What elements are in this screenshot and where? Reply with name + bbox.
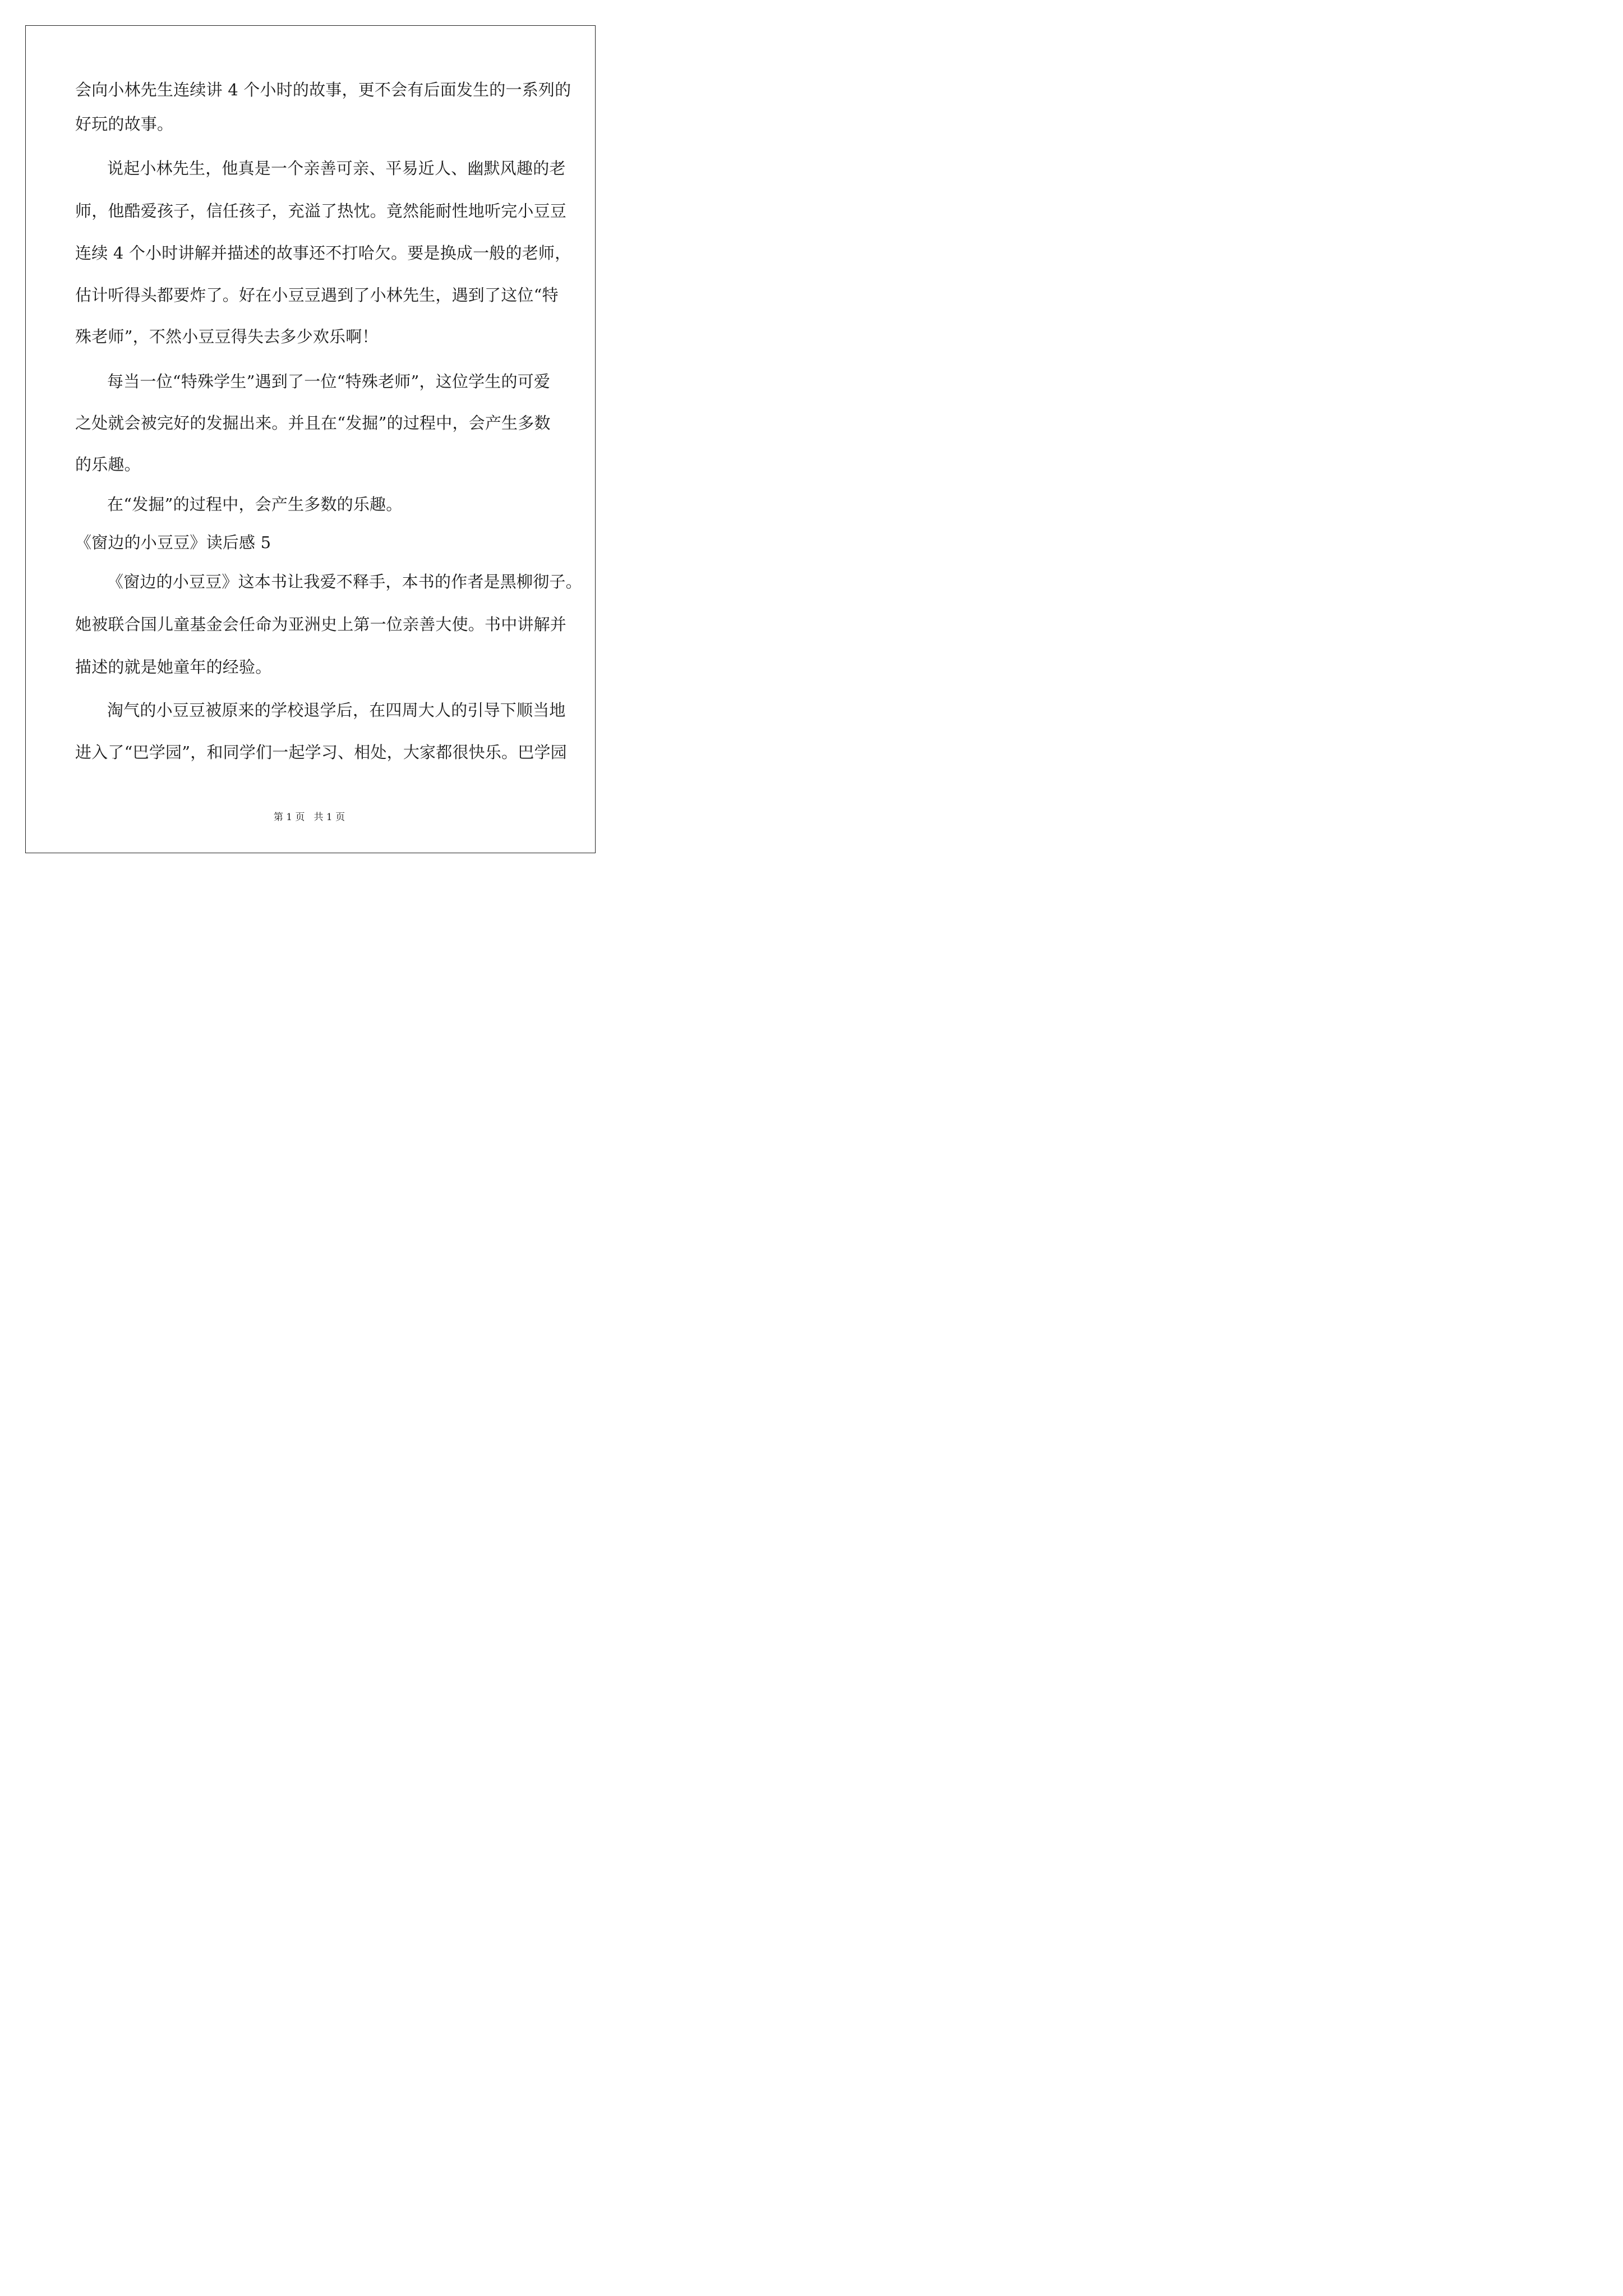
section-heading: 《窗边的小豆豆》读后感 5 (75, 533, 271, 552)
text-line: 进入了“巴学园”，和同学们一起学习、相处，大家都很快乐。巴学园 (75, 743, 567, 762)
text-line: 淘气的小豆豆被原来的学校退学后，在四周大人的引导下顺当地 (107, 701, 566, 720)
text-line: 《窗边的小豆豆》这本书让我爱不释手，本书的作者是黑柳彻子。 (107, 572, 582, 591)
text-line: 她被联合国儿童基金会任命为亚洲史上第一位亲善大使。书中讲解并 (75, 615, 567, 634)
text-line: 每当一位“特殊学生”遇到了一位“特殊老师”，这位学生的可爱 (107, 372, 551, 391)
text-line: 的乐趣。 (75, 455, 141, 474)
page-number: 第 1 页 (273, 812, 305, 823)
text-line: 师，他酷爱孩子，信任孩子，充溢了热忱。竟然能耐性地听完小豆豆 (75, 201, 567, 220)
page-frame (25, 25, 596, 853)
text-line: 殊老师”，不然小豆豆得失去多少欢乐啊！ (75, 327, 379, 346)
page-total: 共 1 页 (313, 812, 345, 823)
text-line: 在“发掘”的过程中，会产生多数的乐趣。 (107, 495, 403, 514)
text-line: 会向小林先生连续讲 4 个小时的故事，更不会有后面发生的一系列的 (75, 80, 571, 99)
page-footer (0, 811, 619, 823)
text-line: 估计听得头都要炸了。好在小豆豆遇到了小林先生，遇到了这位“特 (75, 286, 559, 305)
text-line: 描述的就是她童年的经验。 (75, 657, 272, 677)
text-line: 之处就会被完好的发掘出来。并且在“发掘”的过程中，会产生多数 (75, 413, 551, 432)
text-line: 好玩的故事。 (75, 114, 174, 134)
text-line: 连续 4 个小时讲解并描述的故事还不打哈欠。要是换成一般的老师， (75, 243, 571, 263)
text-line: 说起小林先生，他真是一个亲善可亲、平易近人、幽默风趣的老 (107, 159, 566, 178)
